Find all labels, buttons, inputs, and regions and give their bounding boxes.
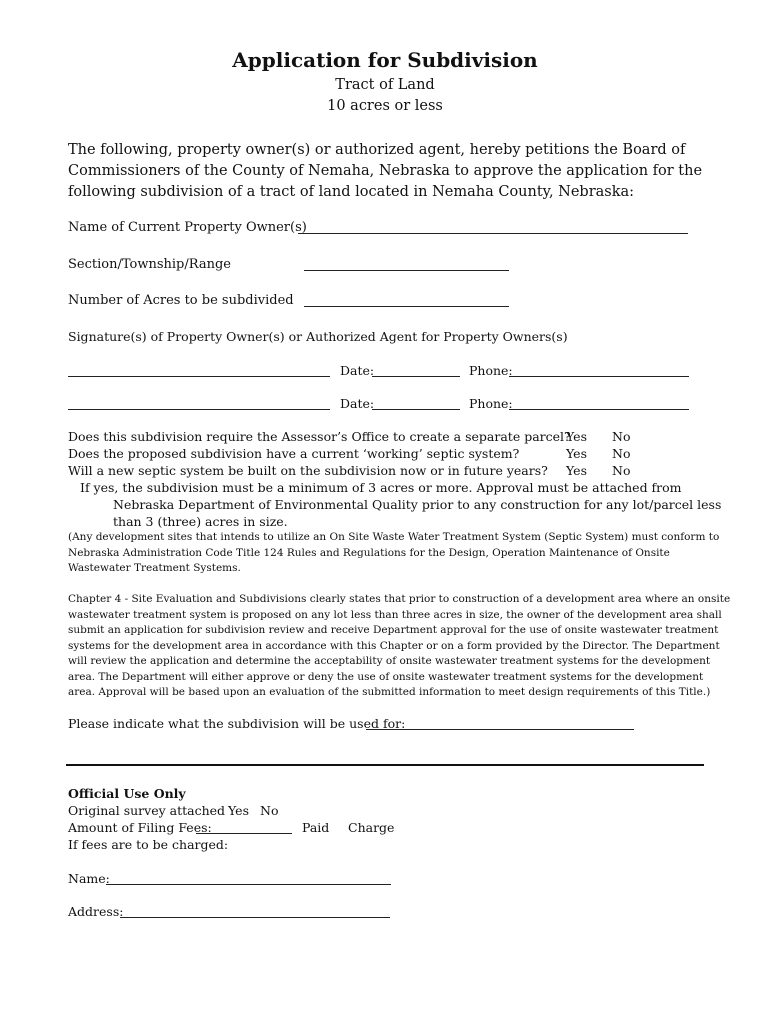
intro-line: Commissioners of the County of Nemaha, Nebraska to approve the application for the xyxy=(68,163,703,179)
paragraph-line: wastewater treatment system is proposed on any lot less than three acres in size, the owner of the development area shall xyxy=(68,608,722,621)
no-option[interactable]: No xyxy=(260,803,279,818)
filing-fees-field[interactable] xyxy=(196,833,292,834)
paragraph-line: systems for the development area in accordance with this Chapter or on a form provided by the Director. The Department xyxy=(68,639,720,652)
subtitle-tract: Tract of Land xyxy=(335,77,435,93)
section-township-range-field[interactable] xyxy=(304,270,509,271)
paragraph-line: area. Approval will be based upon an evaluation of the submitted information to meet design requirements of this Title.) xyxy=(68,686,711,698)
paragraph-line: Wastewater Treatment Systems. xyxy=(68,562,241,574)
section-township-range-label: Section/Township/Range xyxy=(68,257,231,272)
septic-code-paragraph xyxy=(68,530,718,577)
survey-attached-label: Original survey attached xyxy=(68,803,226,818)
owner-name-label: Name of Current Property Owner(s) xyxy=(68,220,307,235)
address-label: Address: xyxy=(68,904,124,919)
subtitle-acres: 10 acres or less xyxy=(327,98,443,114)
charge-option[interactable]: Charge xyxy=(348,820,395,835)
question-working-septic: Does the proposed subdivision have a current ‘working’ septic system? xyxy=(68,446,520,461)
paragraph-line: area. The Department will either approve or deny the use of onsite wastewater treatment systems for the development xyxy=(68,670,704,683)
paragraph-line: submit an application for subdivision review and receive Department approval for the use of onsite wastewater treatment xyxy=(68,624,719,636)
phone-field[interactable] xyxy=(509,376,689,377)
yes-option[interactable]: Yes xyxy=(228,803,249,818)
no-option[interactable]: No xyxy=(612,446,631,461)
address-field[interactable] xyxy=(120,917,390,918)
date-label: Date: xyxy=(340,363,375,378)
no-option[interactable]: No xyxy=(612,463,631,478)
filing-fees-label: Amount of Filing Fees: xyxy=(68,820,212,835)
owner-name-field[interactable] xyxy=(298,233,688,234)
usage-label: Please indicate what the subdivision will be used for: xyxy=(68,716,406,731)
yes-option[interactable]: Yes xyxy=(566,429,587,444)
paid-option[interactable]: Paid xyxy=(302,820,330,835)
date-label: Date: xyxy=(340,396,375,411)
date-field[interactable] xyxy=(372,376,460,377)
intro-line: The following, property owner(s) or authorized agent, hereby petitions the Board of xyxy=(68,142,686,158)
page-title: Application for Subdivision xyxy=(232,48,538,72)
intro-paragraph xyxy=(68,140,718,203)
phone-label: Phone: xyxy=(469,363,513,378)
yes-option[interactable]: Yes xyxy=(566,446,587,461)
question-new-septic: Will a new septic system be built on the subdivision now or in future years? xyxy=(68,463,548,478)
phone-label: Phone: xyxy=(469,396,513,411)
signature-field[interactable] xyxy=(68,376,330,377)
acres-label: Number of Acres to be subdivided xyxy=(68,293,294,308)
acres-field[interactable] xyxy=(304,306,509,307)
intro-line: following subdivision of a tract of land located in Nemaha County, Nebraska: xyxy=(68,184,635,200)
septic-note: than 3 (three) acres in size. xyxy=(113,514,288,529)
paragraph-line: will review the application and determine the acceptability of onsite wastewater treatment systems for the development xyxy=(68,655,711,667)
septic-note: If yes, the subdivision must be a minimum of 3 acres or more. Approval must be attached from xyxy=(80,480,682,495)
fees-charged-label: If fees are to be charged: xyxy=(68,837,229,852)
paragraph-line: (Any development sites that intends to utilize an On Site Waste Water Treatment System (Septic System) must conform to xyxy=(68,531,720,543)
no-option[interactable]: No xyxy=(612,429,631,444)
paragraph-line: Chapter 4 - Site Evaluation and Subdivisions clearly states that prior to construction of a development area where an onsite xyxy=(68,593,731,605)
section-divider xyxy=(66,764,704,766)
septic-note: Nebraska Department of Environmental Quality prior to any construction for any lot/parcel less xyxy=(113,497,722,512)
phone-field[interactable] xyxy=(509,409,689,410)
question-separate-parcel: Does this subdivision require the Assessor’s Office to create a separate parcel? xyxy=(68,429,571,444)
usage-field[interactable] xyxy=(366,729,634,730)
date-field[interactable] xyxy=(372,409,460,410)
official-use-heading: Official Use Only xyxy=(68,786,186,801)
signature-field[interactable] xyxy=(68,409,330,410)
name-label: Name: xyxy=(68,871,110,886)
yes-option[interactable]: Yes xyxy=(566,463,587,478)
signature-label: Signature(s) of Property Owner(s) or Authorized Agent for Property Owners(s) xyxy=(68,329,568,344)
name-field[interactable] xyxy=(106,884,391,885)
chapter-4-paragraph xyxy=(68,592,731,701)
paragraph-line: Nebraska Administration Code Title 124 Rules and Regulations for the Design, Operation Maintenance of Onsite xyxy=(68,546,670,559)
